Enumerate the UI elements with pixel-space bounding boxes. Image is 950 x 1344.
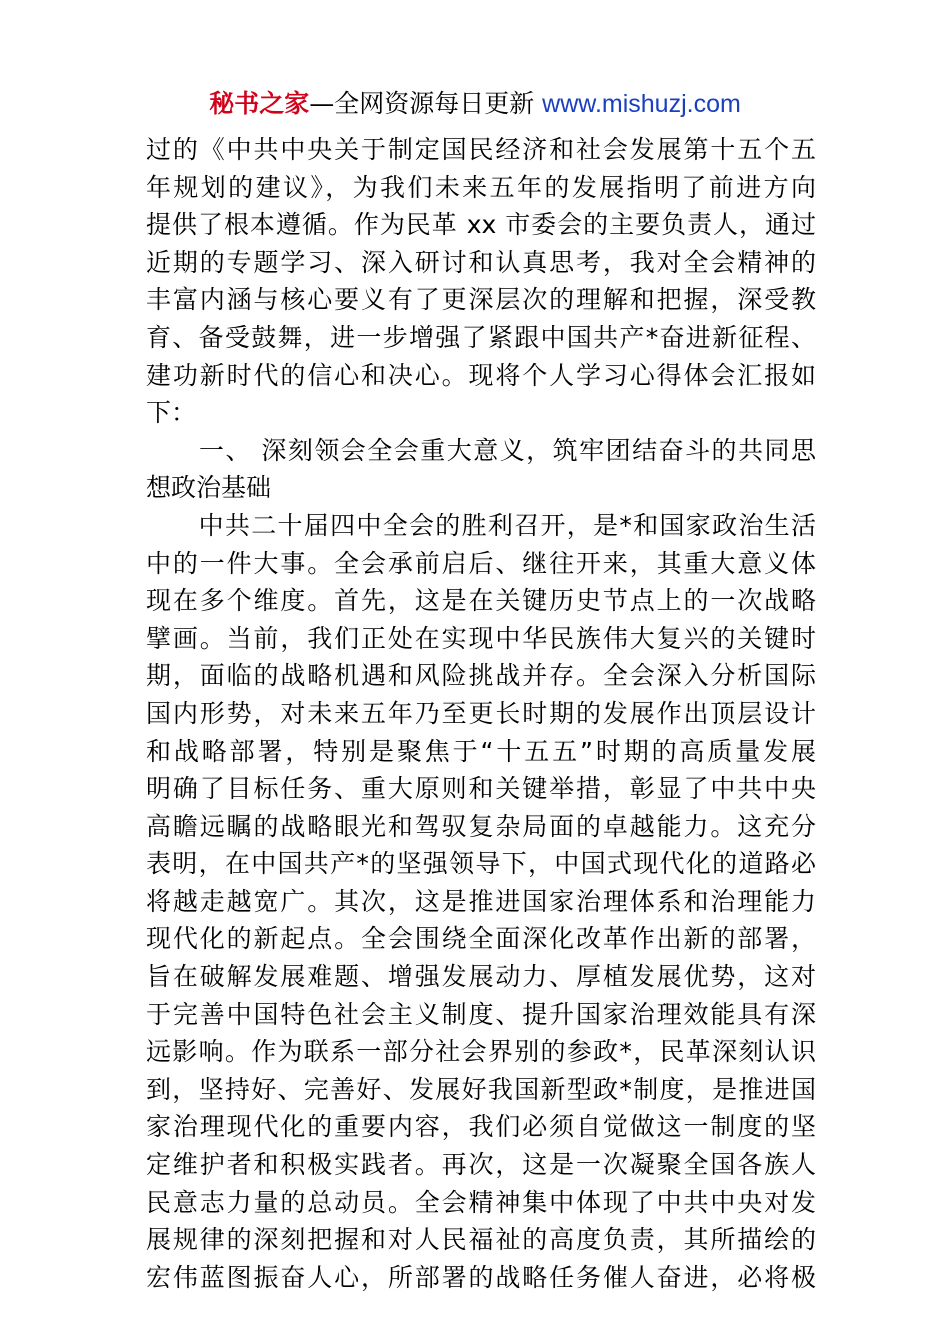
text-line: 宏伟蓝图振奋人心，所部署的战略任务催人奋进，必将极 <box>146 1262 816 1292</box>
text-line: 中的一件大事。全会承前启后、继往开来，其重大意义体 <box>146 548 816 578</box>
text-line: 提供了根本遵循。作为民革 xx 市委会的主要负责人，通过 <box>146 210 816 240</box>
text-line: 现在多个维度。首先，这是在关键历史节点上的一次战略 <box>146 586 816 616</box>
text-line: 建功新时代的信心和决心。现将个人学习心得体会汇报如 <box>146 360 816 390</box>
text-line: 近期的专题学习、深入研讨和认真思考，我对全会精神的 <box>146 247 816 277</box>
text-line: 期，面临的战略机遇和风险挑战并存。全会深入分析国际 <box>146 661 816 691</box>
text-line: 旨在破解发展难题、增强发展动力、厚植发展优势，这对 <box>146 962 816 992</box>
brand-name: 秘书之家 <box>209 89 310 118</box>
site-url-link[interactable]: www.mishuzj.com <box>542 90 741 118</box>
text-line: 民意志力量的总动员。全会精神集中体现了中共中央对发 <box>146 1187 816 1217</box>
text-line: 下： <box>146 398 197 428</box>
header-tagline: —全网资源每日更新 <box>309 89 543 118</box>
text-line: 中共二十届四中全会的胜利召开，是*和国家政治生活 <box>146 510 816 540</box>
text-line: 过的《中共中央关于制定国民经济和社会发展第十五个五 <box>146 135 816 164</box>
text-line: 和战略部署，特别是聚焦于“十五五”时期的高质量发展 <box>146 736 816 766</box>
text-line: 表明，在中国共产*的坚强领导下，中国式现代化的道路必 <box>146 849 816 879</box>
document-body <box>146 131 816 1296</box>
text-line: 定维护者和积极实践者。再次，这是一次凝聚全国各族人 <box>146 1150 816 1180</box>
text-line: 现代化的新起点。全会围绕全面深化改革作出新的部署， <box>146 924 816 954</box>
section-heading-line: 想政治基础 <box>146 473 272 503</box>
text-line: 展规律的深刻把握和对人民福祉的高度负责，其所描绘的 <box>146 1225 816 1255</box>
text-line: 国内形势，对未来五年乃至更长时期的发展作出顶层设计 <box>146 698 816 728</box>
text-line: 家治理现代化的重要内容，我们必须自觉做这一制度的坚 <box>146 1112 816 1142</box>
text-line: 高瞻远瞩的战略眼光和驾驭复杂局面的卓越能力。这充分 <box>146 811 816 841</box>
text-line: 丰富内涵与核心要义有了更深层次的理解和把握，深受教 <box>146 285 816 315</box>
text-line: 育、备受鼓舞，进一步增强了紧跟中国共产*奋进新征程、 <box>146 322 816 352</box>
text-line: 明确了目标任务、重大原则和关键举措，彰显了中共中央 <box>146 774 816 804</box>
text-line: 将越走越宽广。其次，这是推进国家治理体系和治理能力 <box>146 886 816 916</box>
text-line: 远影响。作为联系一部分社会界别的参政*，民革深刻认识 <box>146 1037 816 1067</box>
text-line: 于完善中国特色社会主义制度、提升国家治理效能具有深 <box>146 999 816 1029</box>
site-header <box>0 88 950 120</box>
text-line: 到，坚持好、完善好、发展好我国新型政*制度，是推进国 <box>146 1074 816 1104</box>
section-heading-line: 一、 深刻领会全会重大意义，筑牢团结奋斗的共同思 <box>146 435 816 465</box>
text-line: 年规划的建议》，为我们未来五年的发展指明了前进方向 <box>146 172 816 202</box>
text-line: 擘画。当前，我们正处在实现中华民族伟大复兴的关键时 <box>146 623 816 653</box>
